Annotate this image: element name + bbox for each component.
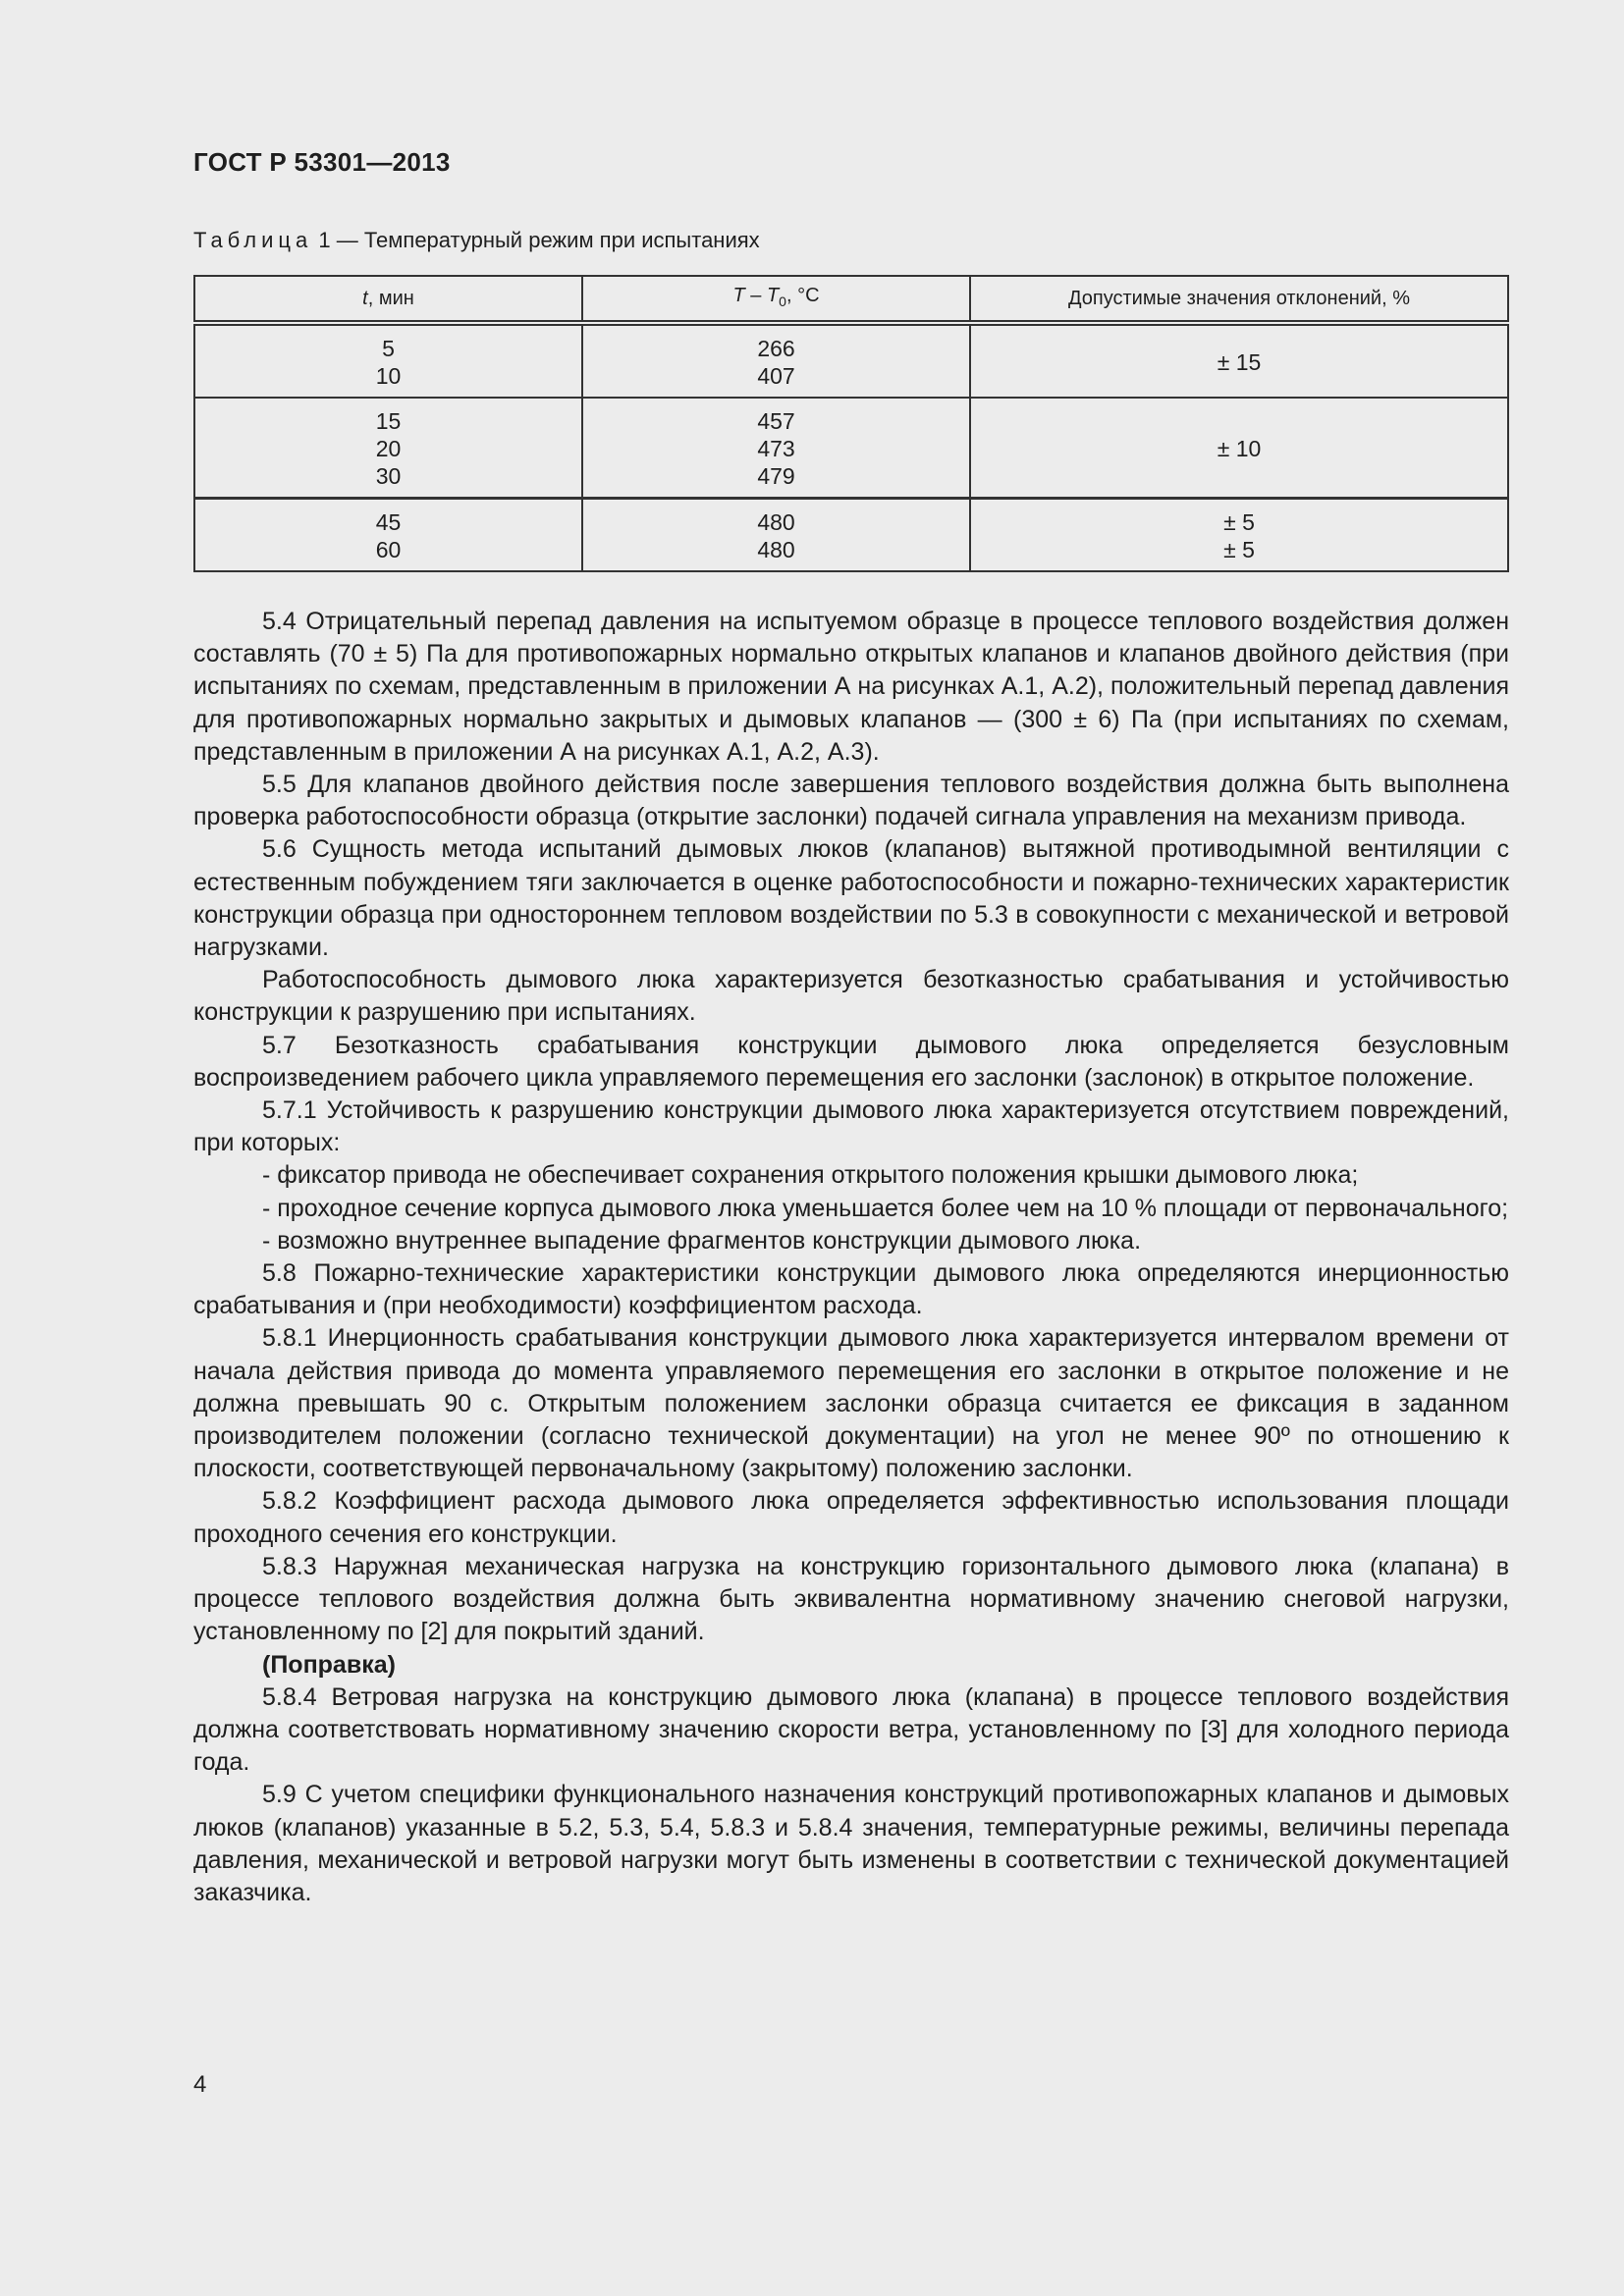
- header-time-unit: , мин: [367, 288, 414, 309]
- cell-value: ± 5: [1223, 537, 1255, 562]
- paragraph-5-8: 5.8 Пожарно-технические характеристики конструкции дымового люка определяются инерционностью срабатывания и (при необходимости) коэффициентом расхода.: [193, 1259, 1509, 1320]
- amendment-note: (Поправка): [262, 1650, 396, 1679]
- paragraph-5-8-2: 5.8.2 Коэффициент расхода дымового люка определяется эффективностью использования площади проходного сечения его конструкции.: [193, 1487, 1509, 1548]
- paragraph-5-7: 5.7 Безотказность срабатывания конструкции дымового люка определяется безусловным воспроизведением рабочего цикла управляемого перемещения его заслонки (заслонок) в открытое положение.: [193, 1031, 1509, 1092]
- cell-temperature: [582, 323, 970, 398]
- cell-value: 5: [382, 336, 395, 361]
- cell-value: 407: [757, 363, 795, 389]
- cell-time: [194, 323, 582, 398]
- list-item: - возможно внутреннее выпадение фрагментов конструкции дымового люка.: [262, 1226, 1142, 1255]
- cell-value: 10: [375, 363, 402, 389]
- cell-deviation: [970, 398, 1508, 499]
- document-id: ГОСТ Р 53301—2013: [193, 147, 451, 177]
- cell-value: 15: [375, 408, 402, 434]
- cell-value: 479: [757, 463, 795, 489]
- header-deviation: Допустимые значения отклонений, %: [970, 276, 1508, 323]
- temperature-table: [193, 275, 1509, 572]
- paragraph-5-6: 5.6 Сущность метода испытаний дымовых люков (клапанов) вытяжной противодымной вентиляции с естественным побуждением тяги заключается в оценке работоспособности и пожарно-технических характеристик конструкции образца при одностороннем тепловом воздействии по 5.3 в совокупности с механической и ветровой нагрузками.: [193, 835, 1509, 962]
- paragraph-5-8-3: 5.8.3 Наружная механическая нагрузка на конструкцию горизонтального дымового люка (клапана) в процессе теплового воздействия должна быть эквивалентна нормативному значению снеговой нагрузки, установленному по [2] для покрытий зданий.: [193, 1552, 1509, 1646]
- list-item: - проходное сечение корпуса дымового люка уменьшается более чем на 10 % площади от первоначального;: [262, 1194, 1509, 1222]
- header-time: [194, 276, 582, 323]
- header-temp-unit: , °C: [785, 285, 820, 306]
- header-temp-symbol: T: [732, 285, 745, 306]
- cell-value: 473: [757, 436, 795, 461]
- cell-time: [194, 398, 582, 499]
- paragraph-5-8-4: 5.8.4 Ветровая нагрузка на конструкцию дымового люка (клапана) в процессе теплового воздействия должна соответствовать нормативному значению скорости ветра, установленному по [3] для холодного периода года.: [193, 1682, 1509, 1777]
- cell-value: 480: [757, 509, 795, 535]
- table-caption-prefix: Таблица: [193, 228, 313, 252]
- cell-value: 20: [375, 436, 402, 461]
- paragraph-5-9: 5.9 С учетом специфики функционального назначения конструкций противопожарных клапанов и дымовых люков (клапанов) указанные в 5.2, 5.3, 5.4, 5.8.3 и 5.8.4 значения, температурные режимы, величины перепада давления, механической и ветровой нагрузки могут быть изменены в соответствии с технической документацией заказчика.: [193, 1781, 1509, 1906]
- paragraph-5-8-1: 5.8.1 Инерционность срабатывания конструкции дымового люка характеризуется интервалом времени от начала действия привода до момента управляемого перемещения его заслонки в открытое положение и не должна превышать 90 с. Открытым положением заслонки образца считается ее фиксация в заданном производителем положении (согласно технической документации) на угол не менее 90º по отношению к плоскости, соответствующей первоначальному (закрытому) положению заслонки.: [193, 1324, 1509, 1483]
- cell-value: 45: [375, 509, 402, 535]
- paragraph-5-4: 5.4 Отрицательный перепад давления на испытуемом образце в процессе теплового воздействия должен составлять (70 ± 5) Па для противопожарных нормально открытых клапанов и клапанов двойного действия (при испытаниях по схемам, представленным в приложении А на рисунках А.1, А.2), положительный перепад давления для противопожарных нормально закрытых и дымовых клапанов — (300 ± 6) Па (при испытаниях по схемам, представленным в приложении А на рисунках А.1, А.2, А.3).: [193, 608, 1509, 766]
- table-caption-title: 1 — Температурный режим при испытаниях: [312, 228, 760, 252]
- header-temp-dash: –: [744, 285, 767, 306]
- cell-temperature: [582, 398, 970, 499]
- paragraph-5-5: 5.5 Для клапанов двойного действия после завершения теплового воздействия должна быть выполнена проверка работоспособности образца (открытие заслонки) подачей сигнала управления на механизм привода.: [193, 771, 1509, 831]
- cell-deviation: [970, 499, 1508, 572]
- document-body: [193, 606, 1509, 1909]
- cell-value: 60: [375, 537, 402, 562]
- table-row: [194, 499, 1508, 572]
- table-caption: [193, 228, 760, 253]
- table-header-row: [194, 276, 1508, 323]
- cell-value: ± 10: [1217, 436, 1262, 461]
- header-temperature: [582, 276, 970, 323]
- cell-value: 266: [757, 336, 795, 361]
- paragraph-5-6-continued: Работоспособность дымового люка характеризуется безотказностью срабатывания и устойчивостью конструкции к разрушению при испытаниях.: [193, 966, 1509, 1027]
- cell-value: ± 5: [1223, 509, 1255, 535]
- cell-deviation: [970, 323, 1508, 398]
- cell-value: 457: [757, 408, 795, 434]
- cell-temperature: [582, 499, 970, 572]
- list-item: - фиксатор привода не обеспечивает сохранения открытого положения крышки дымового люка;: [262, 1161, 1359, 1190]
- header-temp0-symbol: T: [766, 285, 780, 306]
- cell-value: ± 15: [1217, 349, 1262, 375]
- header-time-symbol: t: [362, 288, 368, 309]
- cell-value: 30: [375, 463, 402, 489]
- table-row: [194, 398, 1508, 499]
- paragraph-5-7-1: 5.7.1 Устойчивость к разрушению конструкции дымового люка характеризуется отсутствием повреждений, при которых:: [193, 1096, 1509, 1157]
- header-temp0-subscript: 0: [779, 294, 786, 309]
- cell-value: 480: [757, 537, 795, 562]
- page-number: 4: [193, 2071, 207, 2098]
- cell-time: [194, 499, 582, 572]
- table-row: [194, 323, 1508, 398]
